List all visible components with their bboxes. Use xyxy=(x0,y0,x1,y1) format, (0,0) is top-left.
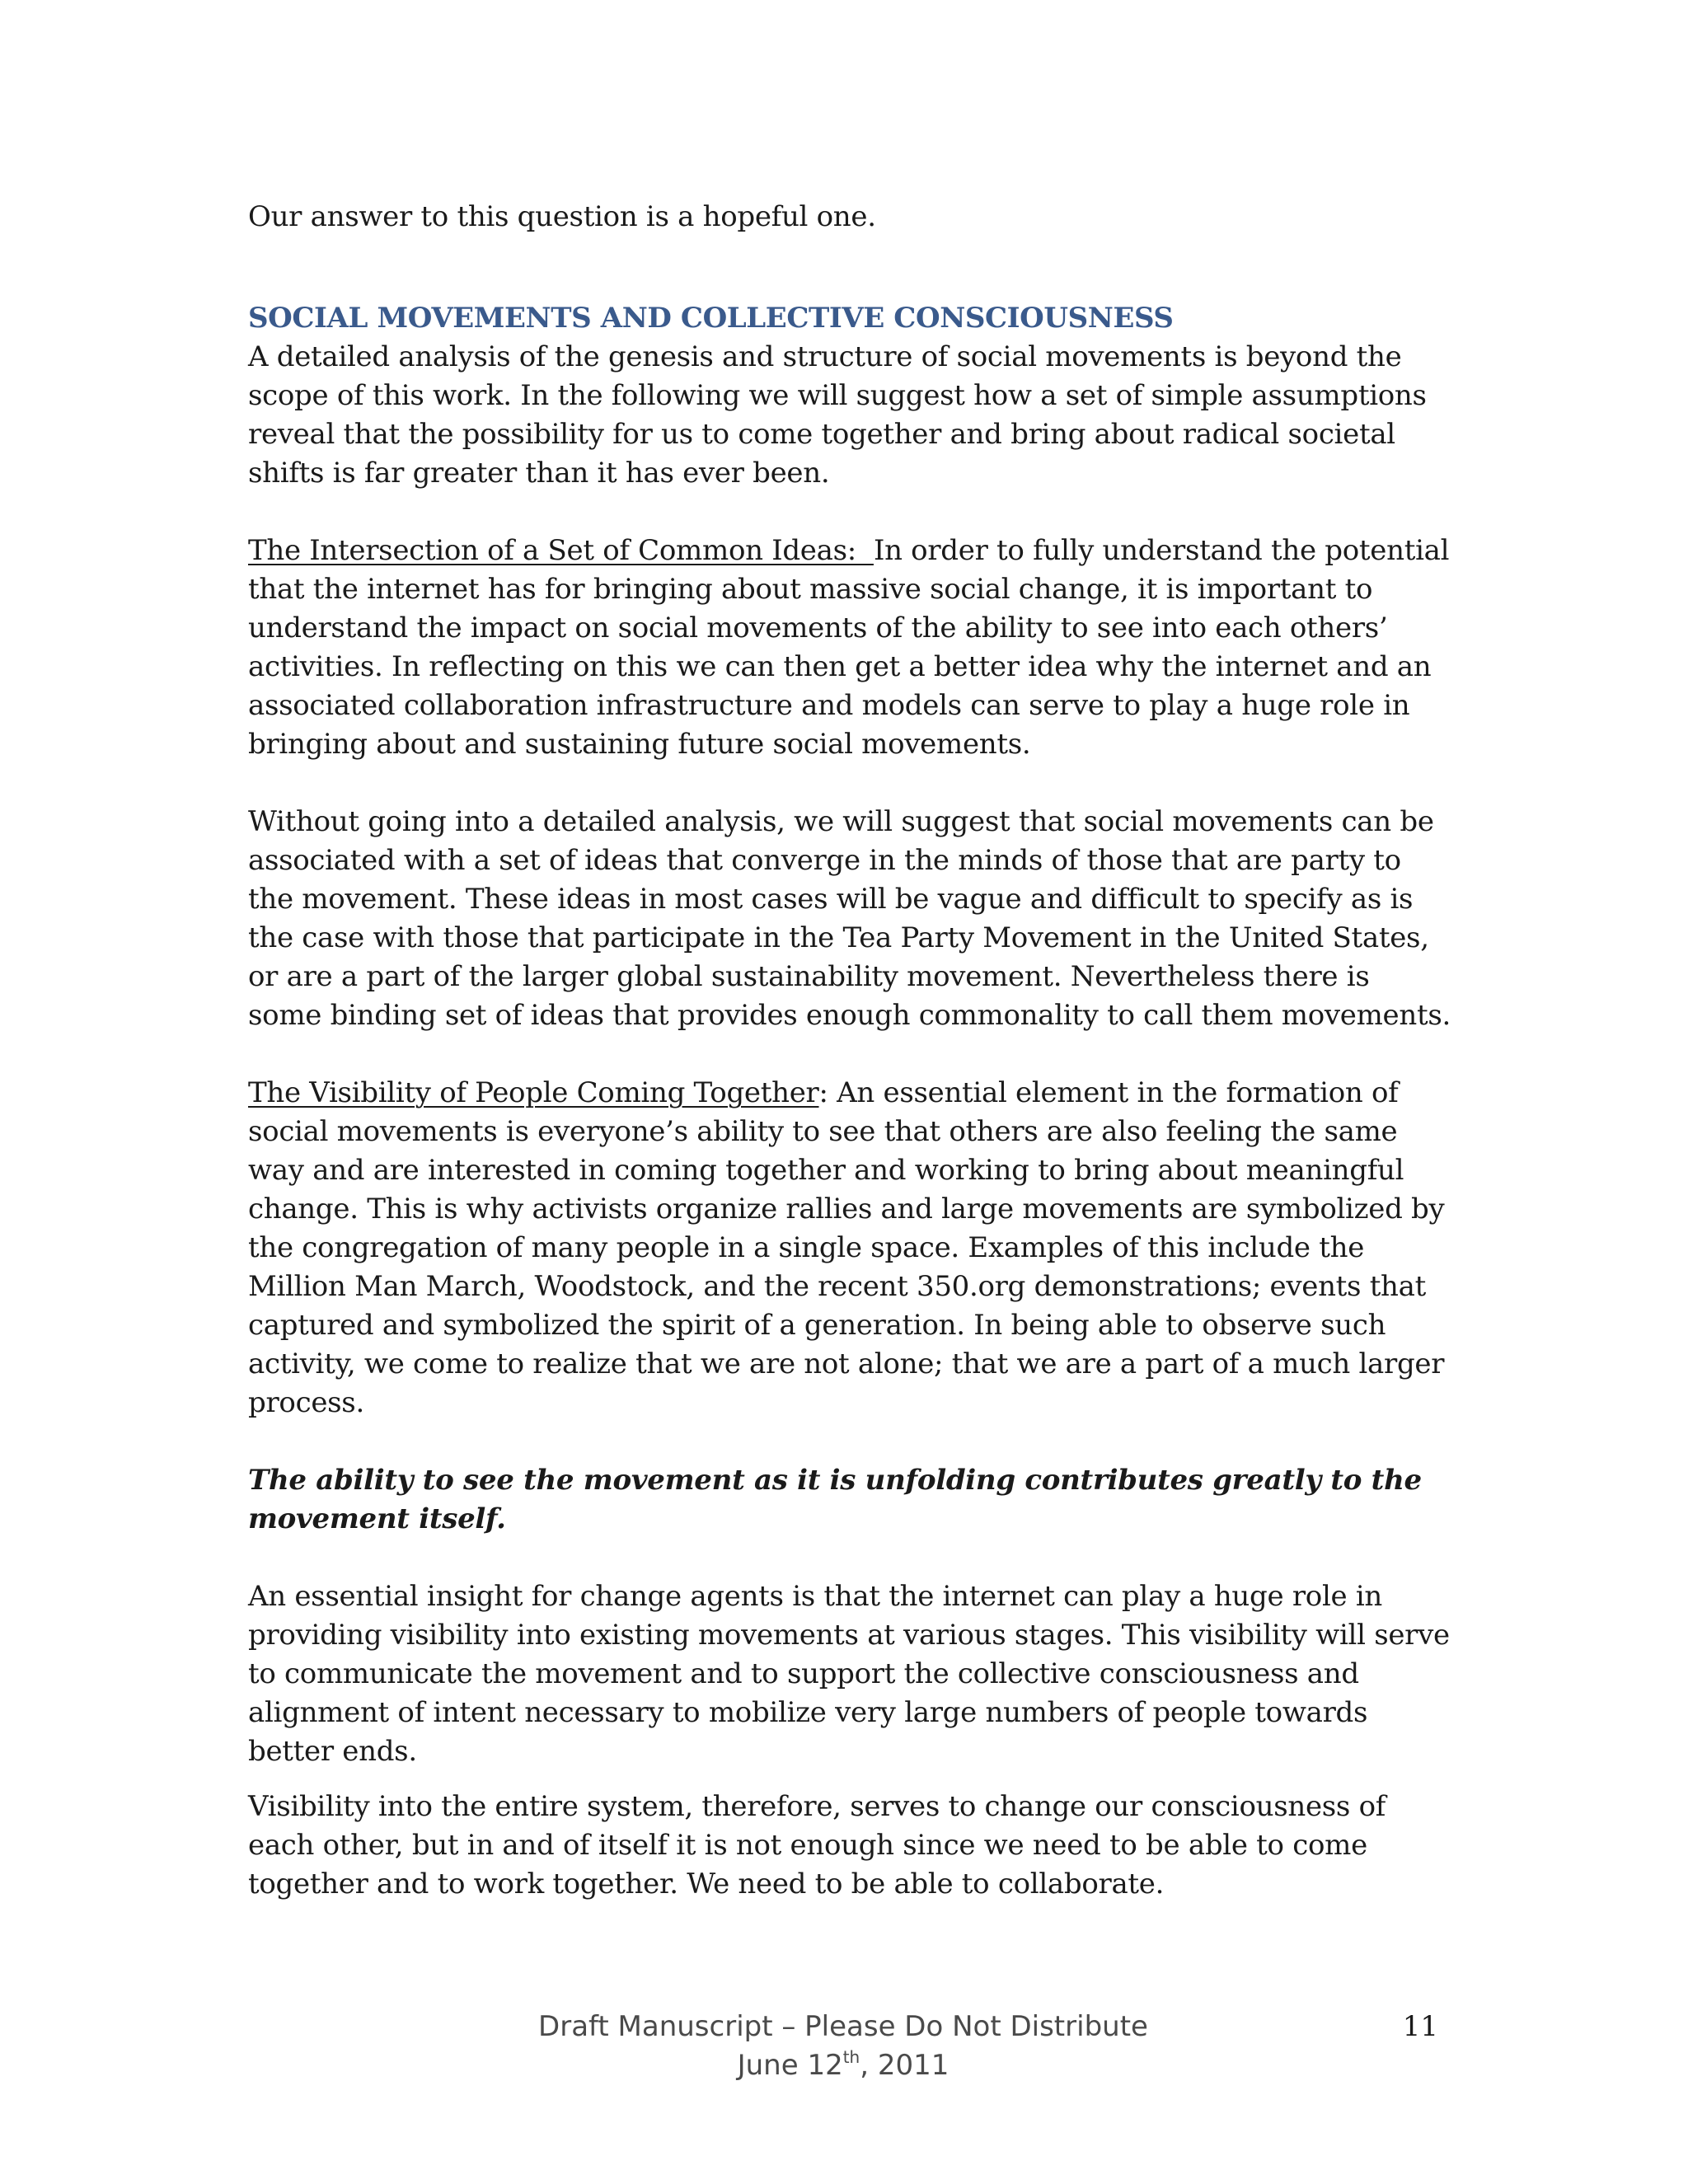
footer-date xyxy=(248,2046,1438,2085)
conclusion-paragraph: Visibility into the entire system, therefore, serves to change our consciousness of each other, but in and of itself it is not enough since we need to be able to come together and to work together. We need to be able to collaborate. xyxy=(248,1790,1386,1900)
intro-paragraph: Our answer to this question is a hopeful one. xyxy=(248,200,876,233)
without-analysis-paragraph: Without going into a detailed analysis, we will suggest that social movements can be associated with a set of ideas that converge in the minds of those that are party to the movement. These ideas in most cases will be vague and difficult to specify as is the case with those that participate in the Tea Party Movement in the United States, or are a part of the larger global sustainability movement. Nevertheless there is some binding set of ideas that provides enough commonality to call them movements. xyxy=(248,805,1451,1032)
footer-date-prefix: June 12 xyxy=(737,2049,843,2082)
intersection-subheading: The Intersection of a Set of Common Ideas: xyxy=(248,534,874,567)
section-intro-paragraph: A detailed analysis of the genesis and structure of social movements is beyond the scope of this work. In the following we will suggest how a set of simple assumptions reveal that the possibility for us to come together and bring about radical societal shifts is far greater than it has ever been. xyxy=(248,340,1427,490)
emphasis-statement: The ability to see the movement as it is unfolding contributes greatly to the movement itself. xyxy=(248,1464,1422,1535)
page-body xyxy=(248,198,1451,1904)
footer-date-suffix: th xyxy=(842,2047,860,2067)
visibility-paragraph xyxy=(248,1074,1451,1422)
visibility-text: : An essential element in the formation of social movements is everyone’s ability to see that others are also feeling the same way and are interested in coming together and working to bring about meaningful change. This is why activists organize rallies and large movements are symbolized by the congregation of many people in a single space. Examples of this include the Million Man March, Woodstock, and the recent 350.org demonstrations; events that captured and symbolized the spirit of a generation. In being able to observe such activity, we come to realize that we are not alone; that we are a part of a much larger process. xyxy=(248,1076,1445,1419)
visibility-subheading: The Visibility of People Coming Together xyxy=(248,1076,819,1109)
insight-paragraph: An essential insight for change agents is that the internet can play a huge role in providing visibility into existing movements at various stages. This visibility will serve to communicate the movement and to support the collective consciousness and alignment of intent necessary to mobilize very large numbers of people towards better ends. xyxy=(248,1580,1450,1768)
page-number: 11 xyxy=(1402,2010,1438,2043)
footer-date-rest: , 2011 xyxy=(860,2049,950,2082)
intersection-text: In order to fully understand the potential that the internet has for bringing about massive social change, it is important to understand the impact on social movements of the ability to see into each others’ activities. In reflecting on this we can then get a better idea why the internet and an associated collaboration infrastructure and models can serve to play a huge role in bringing about and sustaining future social movements. xyxy=(248,534,1450,761)
intersection-paragraph xyxy=(248,532,1451,764)
section-heading: SOCIAL MOVEMENTS AND COLLECTIVE CONSCIOUSNESS xyxy=(248,302,1174,335)
page-footer xyxy=(248,2008,1438,2085)
footer-notice: Draft Manuscript – Please Do Not Distribute xyxy=(538,2010,1148,2043)
